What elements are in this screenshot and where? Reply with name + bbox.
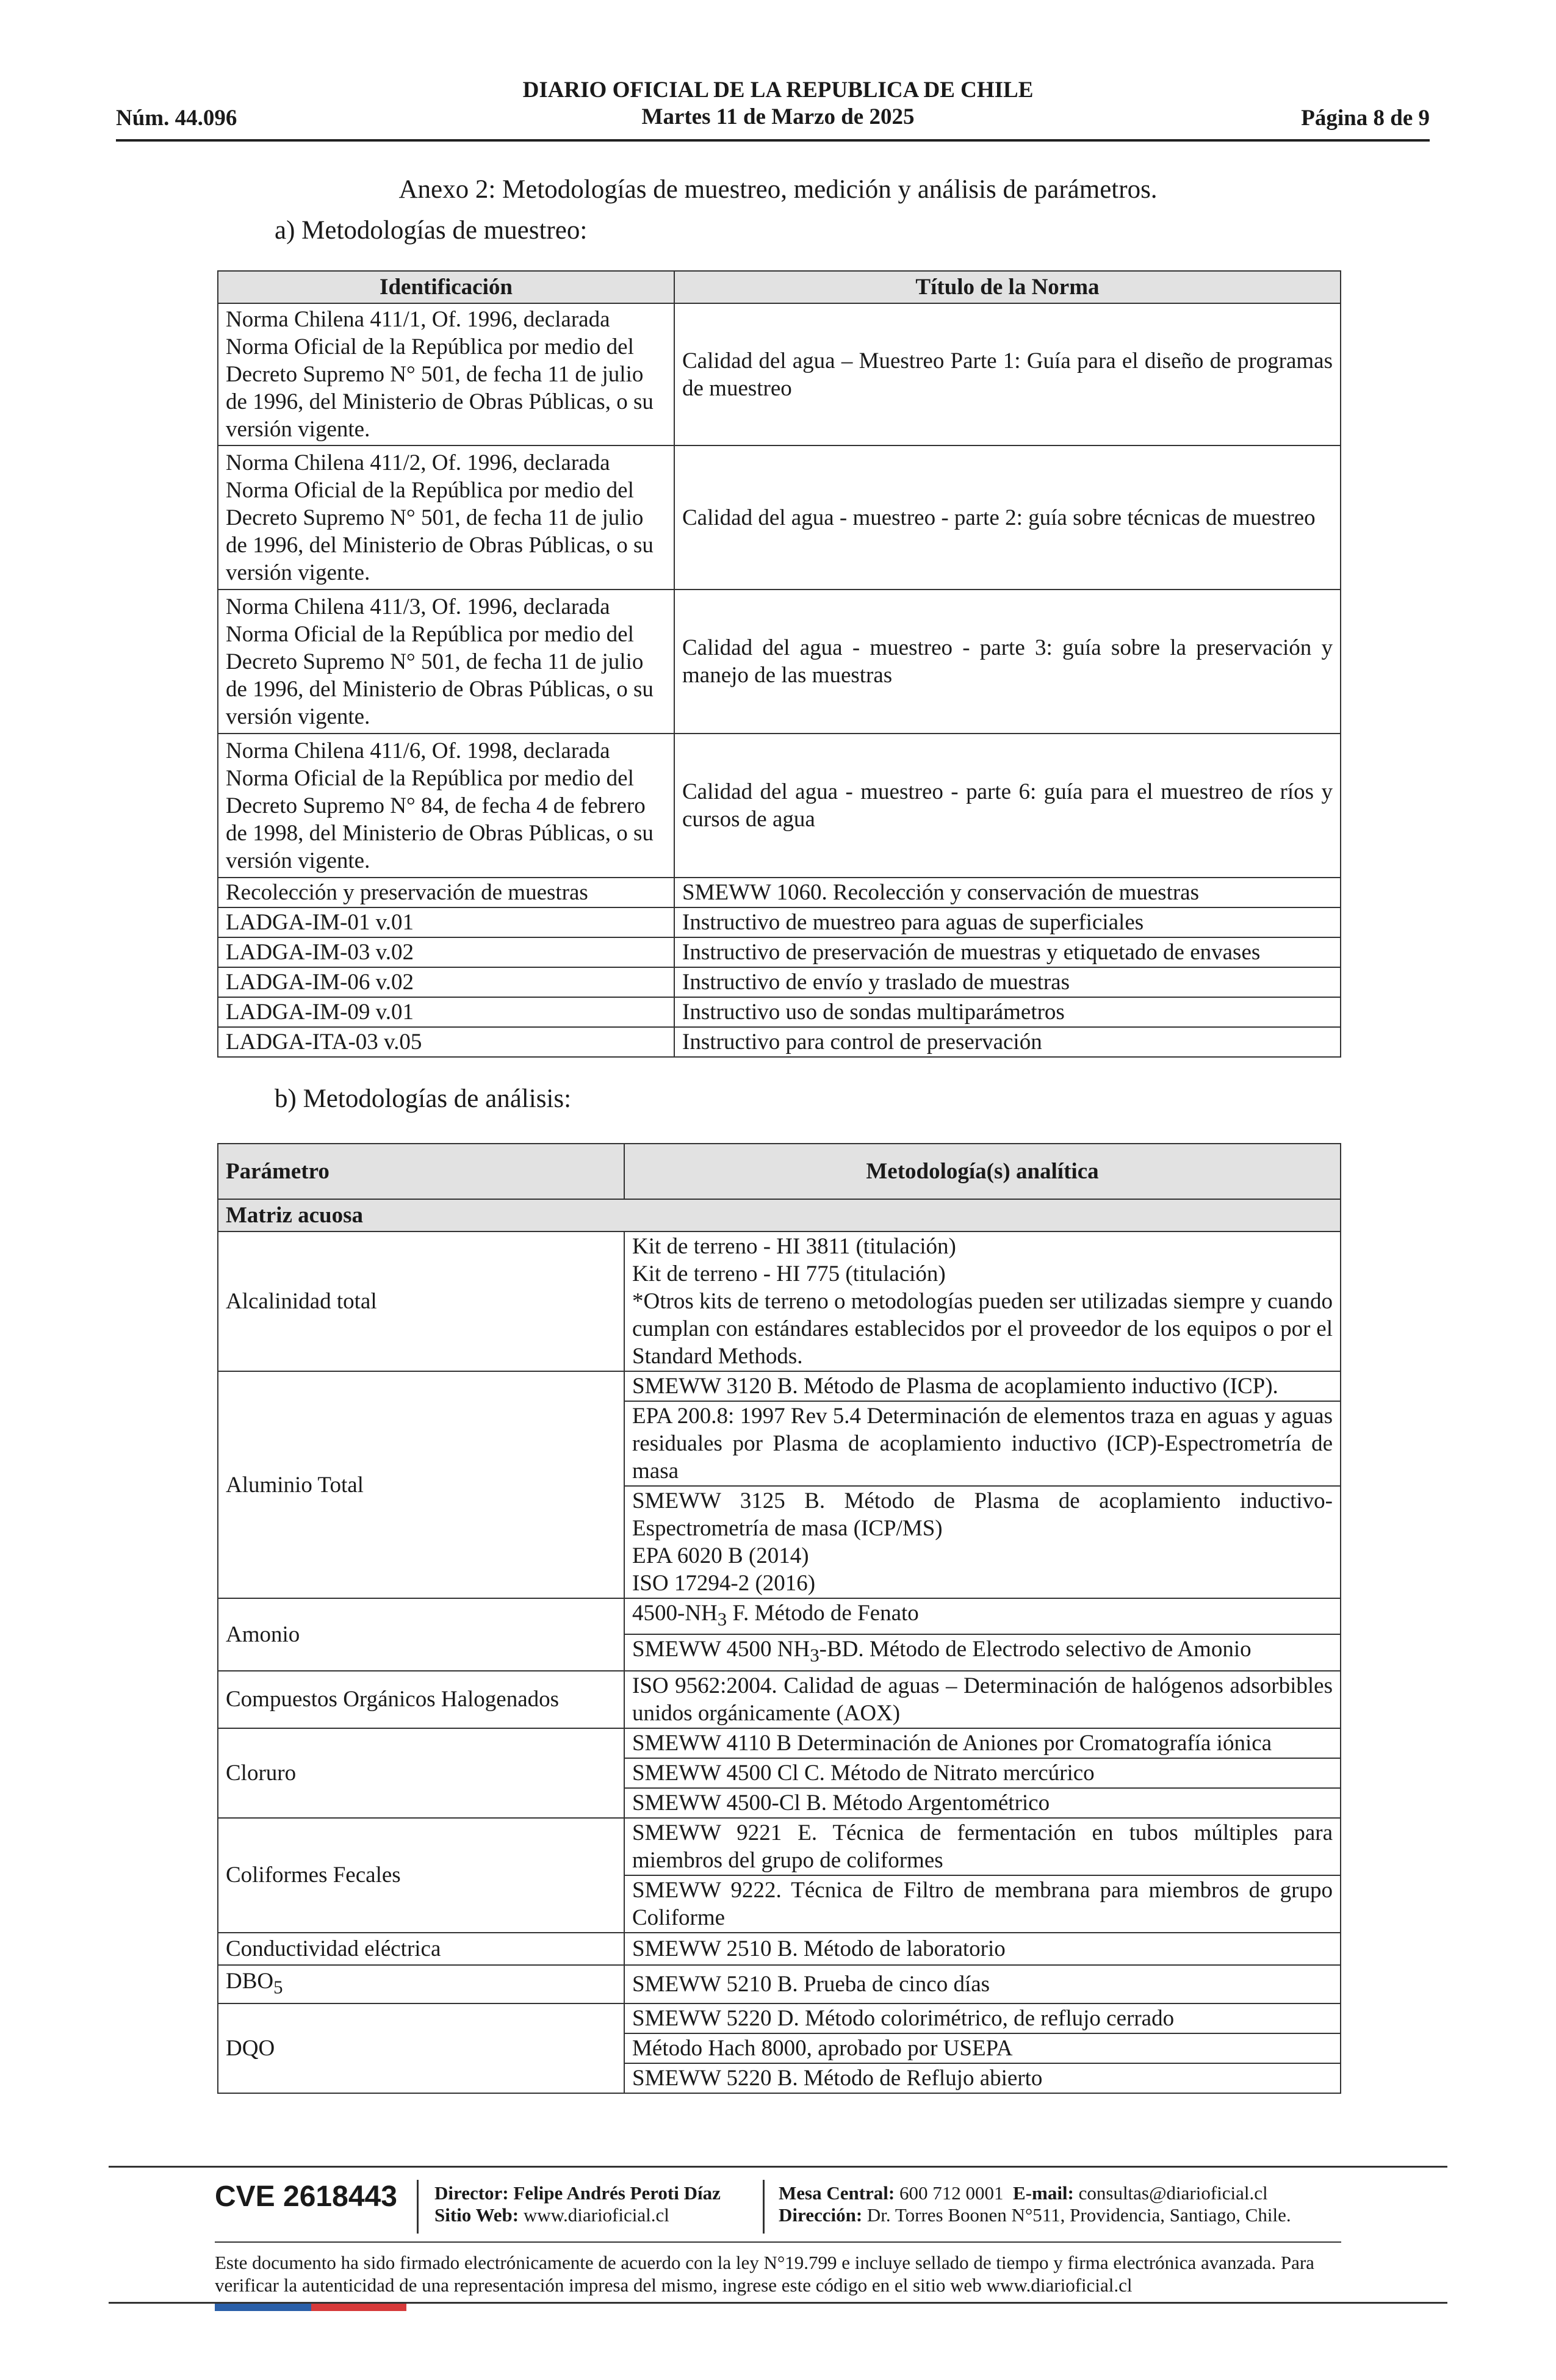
parameter-name: Alcalinidad total xyxy=(218,1231,624,1371)
norm-identification: Norma Chilena 411/6, Of. 1998, declarada Norma Oficial de la República por medio del Decreto Supremo N° 84, de fecha 4 de febrero de 1998, del Ministerio de Obras Públicas, o su versión vigente. xyxy=(218,734,674,878)
method-cell xyxy=(624,1231,1341,1371)
method-line: EPA 6020 B (2014) xyxy=(632,1543,809,1568)
method-cell: SMEWW 5220 D. Método colorimétrico, de reflujo cerrado xyxy=(624,2003,1341,2033)
norm-title: Calidad del agua - muestreo - parte 3: guía sobre la preservación y manejo de las muestras xyxy=(674,590,1341,734)
flag-stripe-red xyxy=(311,2304,406,2311)
mesa-label: Mesa Central: xyxy=(779,2182,895,2204)
web-link[interactable]: www.diarioficial.cl xyxy=(523,2204,669,2226)
norm-title: SMEWW 1060. Recolección y conservación de muestras xyxy=(674,878,1341,907)
subscript: 3 xyxy=(717,1609,727,1630)
method-cell: SMEWW 5220 B. Método de Reflujo abierto xyxy=(624,2063,1341,2093)
parameter-name: Conductividad eléctrica xyxy=(218,1933,624,1965)
norm-title: Instructivo de envío y traslado de muestras xyxy=(674,967,1341,997)
table-row xyxy=(218,1027,1341,1057)
table-row xyxy=(218,1671,1341,1728)
method-cell xyxy=(624,1486,1341,1598)
table-row xyxy=(218,1965,1341,2003)
table-row xyxy=(218,1933,1341,1965)
norm-identification: Norma Chilena 411/1, Of. 1996, declarada Norma Oficial de la República por medio del Decreto Supremo N° 501, de fecha 11 de julio de 1996, del Ministerio de Obras Públicas, o su versión vigente. xyxy=(218,303,674,445)
director-name: Felipe Andrés Peroti Díaz xyxy=(513,2182,721,2204)
table-row xyxy=(218,303,1341,445)
norm-identification: Norma Chilena 411/3, Of. 1996, declarada Norma Oficial de la República por medio del Decreto Supremo N° 501, de fecha 11 de julio de 1996, del Ministerio de Obras Públicas, o su versión vigente. xyxy=(218,590,674,734)
norm-identification: Norma Chilena 411/2, Of. 1996, declarada Norma Oficial de la República por medio del Decreto Supremo N° 501, de fecha 11 de julio de 1996, del Ministerio de Obras Públicas, o su versión vigente. xyxy=(218,445,674,590)
column-header-identification: Identificación xyxy=(218,271,674,303)
norm-title: Instructivo uso de sondas multiparámetros xyxy=(674,997,1341,1027)
contact-info xyxy=(779,2182,1291,2226)
mesa-value: 600 712 0001 xyxy=(899,2182,1004,2204)
email-label: E-mail: xyxy=(1013,2182,1074,2204)
parameter-name: DQO xyxy=(218,2003,624,2093)
table-row xyxy=(218,1818,1341,1875)
matrix-label: Matriz acuosa xyxy=(218,1199,1341,1231)
method-cell: SMEWW 4500-Cl B. Método Argentométrico xyxy=(624,1788,1341,1818)
section-a-title: a) Metodologías de muestreo: xyxy=(275,216,588,245)
method-cell: SMEWW 9221 E. Técnica de fermentación en tubos múltiples para miembros del grupo de coliformes xyxy=(624,1818,1341,1875)
parameter-name: Coliformes Fecales xyxy=(218,1818,624,1933)
method-cell: ISO 9562:2004. Calidad de aguas – Determinación de halógenos adsorbibles unidos orgánicamente (AOX) xyxy=(624,1671,1341,1728)
method-cell: SMEWW 9222. Técnica de Filtro de membrana para miembros de grupo Coliforme xyxy=(624,1875,1341,1933)
method-text: F. Método de Fenato xyxy=(727,1601,919,1626)
subscript: 5 xyxy=(273,1977,283,1998)
address-value: Dr. Torres Boonen N°511, Providencia, Santiago, Chile. xyxy=(866,2204,1291,2226)
table-row xyxy=(218,734,1341,878)
method-cell xyxy=(624,1598,1341,1634)
method-text: 4500-NH xyxy=(632,1601,718,1626)
footer-divider xyxy=(109,2166,1447,2168)
table-header-row xyxy=(218,271,1341,303)
norm-title: Instructivo de muestreo para aguas de superficiales xyxy=(674,907,1341,937)
parameter-name: Cloruro xyxy=(218,1728,624,1818)
matrix-row xyxy=(218,1199,1341,1231)
parameter-name: Aluminio Total xyxy=(218,1371,624,1598)
page-number: Página 8 de 9 xyxy=(1301,106,1430,131)
method-cell xyxy=(624,1634,1341,1670)
table-row xyxy=(218,907,1341,937)
legal-notice: Este documento ha sido firmado electrónicamente de acuerdo con la ley N°19.799 e incluye sellado de tiempo y firma electrónica avanzada. Para verificar la autenticidad de una representación impresa del mismo, ingrese este código en el sitio web www.diarioficial.cl xyxy=(215,2252,1314,2296)
norm-title: Calidad del agua - muestreo - parte 2: guía sobre técnicas de muestreo xyxy=(674,445,1341,590)
norm-title: Calidad del agua - muestreo - parte 6: guía para el muestreo de ríos y cursos de agua xyxy=(674,734,1341,878)
header-divider xyxy=(116,139,1430,142)
issue-number: Núm. 44.096 xyxy=(116,106,237,131)
sampling-methods-table xyxy=(217,270,1341,1058)
footer-separator xyxy=(763,2180,765,2234)
table-row xyxy=(218,878,1341,907)
norm-identification: LADGA-IM-01 v.01 xyxy=(218,907,674,937)
parameter-text: DBO xyxy=(226,1968,274,1994)
method-cell: Método Hach 8000, aprobado por USEPA xyxy=(624,2033,1341,2063)
analysis-methods-table xyxy=(217,1143,1341,2094)
method-line: *Otros kits de terreno o metodologías pueden ser utilizadas siempre y cuando cumplan con estándares establecidos por el proveedor de los equipos o por el Standard Methods. xyxy=(632,1289,1333,1369)
subscript: 3 xyxy=(810,1645,819,1666)
table-row xyxy=(218,997,1341,1027)
table-row xyxy=(218,590,1341,734)
method-line: Kit de terreno - HI 775 (titulación) xyxy=(632,1261,946,1286)
parameter-name: Amonio xyxy=(218,1598,624,1671)
parameter-name xyxy=(218,1965,624,2003)
table-row xyxy=(218,445,1341,590)
column-header-methodology: Metodología(s) analítica xyxy=(624,1144,1341,1199)
section-b-title: b) Metodologías de análisis: xyxy=(275,1084,572,1113)
table-row xyxy=(218,1598,1341,1634)
method-line: ISO 17294-2 (2016) xyxy=(632,1571,816,1596)
web-label: Sitio Web: xyxy=(434,2204,519,2226)
method-cell: SMEWW 4500 Cl C. Método de Nitrato mercúrico xyxy=(624,1758,1341,1788)
table-row xyxy=(218,2003,1341,2033)
annex-title: Anexo 2: Metodologías de muestreo, medición y análisis de parámetros. xyxy=(398,175,1158,204)
table-header-row xyxy=(218,1144,1341,1199)
table-row xyxy=(218,1231,1341,1371)
footer-divider xyxy=(215,2241,1341,2243)
column-header-norm-title: Título de la Norma xyxy=(674,271,1341,303)
column-header-parameter: Parámetro xyxy=(218,1144,624,1199)
table-row xyxy=(218,1371,1341,1401)
director-label: Director: xyxy=(434,2182,509,2204)
masthead-date: Martes 11 de Marzo de 2025 xyxy=(641,104,915,129)
method-cell: SMEWW 4110 B Determinación de Aniones por Cromatografía iónica xyxy=(624,1728,1341,1758)
table-row xyxy=(218,937,1341,967)
method-cell: SMEWW 5210 B. Prueba de cinco días xyxy=(624,1965,1341,2003)
method-line: SMEWW 3125 B. Método de Plasma de acoplamiento inductivo-Espectrometría de masa (ICP/MS) xyxy=(632,1488,1333,1541)
norm-identification: LADGA-IM-03 v.02 xyxy=(218,937,674,967)
address-label: Dirección: xyxy=(779,2204,863,2226)
table-row xyxy=(218,967,1341,997)
method-cell: EPA 200.8: 1997 Rev 5.4 Determinación de elementos traza en aguas y aguas residuales por Plasma de acoplamiento inductivo (ICP)-Espectrometría de masa xyxy=(624,1401,1341,1486)
norm-identification: LADGA-IM-06 v.02 xyxy=(218,967,674,997)
method-text: SMEWW 4500 NH xyxy=(632,1637,810,1662)
director-info xyxy=(434,2182,721,2226)
method-cell: SMEWW 2510 B. Método de laboratorio xyxy=(624,1933,1341,1965)
norm-identification: LADGA-IM-09 v.01 xyxy=(218,997,674,1027)
masthead-title: DIARIO OFICIAL DE LA REPUBLICA DE CHILE xyxy=(522,78,1034,103)
norm-title: Calidad del agua – Muestreo Parte 1: Guía para el diseño de programas de muestreo xyxy=(674,303,1341,445)
footer-separator xyxy=(417,2180,419,2234)
email-link[interactable]: consultas@diarioficial.cl xyxy=(1078,2182,1268,2204)
method-line: Kit de terreno - HI 3811 (titulación) xyxy=(632,1234,956,1259)
method-cell: SMEWW 3120 B. Método de Plasma de acoplamiento inductivo (ICP). xyxy=(624,1371,1341,1401)
table-row xyxy=(218,1728,1341,1758)
flag-stripe-blue xyxy=(215,2304,311,2311)
cve-code: CVE 2618443 xyxy=(215,2180,397,2213)
norm-title: Instructivo de preservación de muestras y etiquetado de envases xyxy=(674,937,1341,967)
norm-identification: Recolección y preservación de muestras xyxy=(218,878,674,907)
norm-identification: LADGA-ITA-03 v.05 xyxy=(218,1027,674,1057)
norm-title: Instructivo para control de preservación xyxy=(674,1027,1341,1057)
method-text: -BD. Método de Electrodo selectivo de Amonio xyxy=(819,1637,1252,1662)
parameter-name: Compuestos Orgánicos Halogenados xyxy=(218,1671,624,1728)
